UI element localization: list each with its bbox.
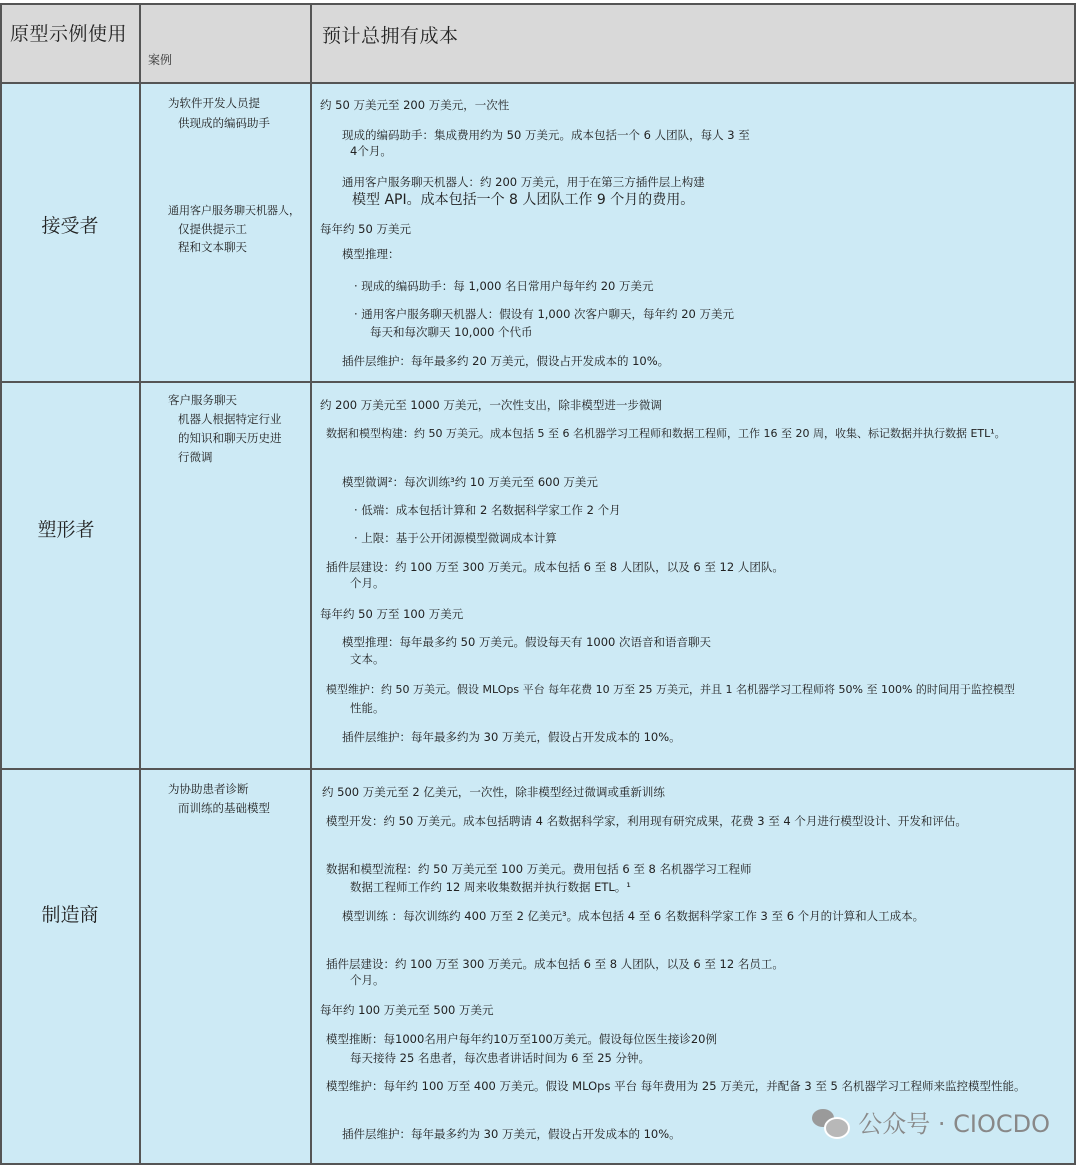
cost-line: 每年约 50 万至 100 万美元	[320, 607, 464, 621]
case-line: 机器人根据特定行业	[178, 412, 282, 426]
row-label-shaper: 塑形者	[37, 519, 95, 541]
cost-line: 每年约 50 万美元	[320, 222, 411, 236]
cost-line: 约 500 万美元至 2 亿美元，一次性，除非模型经过微调或重新训练	[322, 785, 665, 799]
row-divider-2	[2, 768, 1074, 770]
case-list-receiver-2	[168, 201, 300, 257]
cost-line: 约 200 万美元至 1000 万美元，一次性支出，除非模型进一步微调	[320, 398, 662, 412]
case-line: 而训练的基础模型	[178, 801, 270, 815]
case-line: 程和文本聊天	[178, 240, 247, 254]
cost-line: 每天接待 25 名患者，每次患者讲话时间为 6 至 25 分钟。	[350, 1051, 651, 1065]
cost-line: 现成的编码助手：集成费用约为 50 万美元。成本包括一个 6 人团队，每人 3 至	[342, 128, 750, 142]
cost-line: · 通用客户服务聊天机器人：假设有 1,000 次客户聊天，每年约 20 万美元	[354, 307, 734, 321]
case-line: 为软件开发人员提	[168, 96, 260, 110]
cost-line: · 低端：成本包括计算和 2 名数据科学家工作 2 个月	[354, 503, 621, 517]
case-list-receiver	[168, 93, 270, 133]
cost-line: 每天和每次聊天 10,000 个代币	[370, 325, 533, 339]
cost-line: 模型微调²：每次训练³约 10 万美元至 600 万美元	[342, 475, 598, 489]
row-label-maker: 制造商	[41, 904, 99, 926]
col-divider-2	[310, 5, 312, 1163]
case-list-maker	[168, 780, 270, 818]
cost-table	[0, 3, 1076, 1165]
header-row	[2, 5, 1074, 82]
cost-line: 性能。	[350, 701, 385, 715]
case-line: 为协助患者诊断	[168, 782, 249, 796]
cost-line: 插件层维护：每年最多约为 30 万美元，假设占开发成本的 10%。	[342, 730, 681, 744]
cost-line: 模型推理：	[342, 247, 400, 261]
cost-line: 插件层建设：约 100 万至 300 万美元。成本包括 6 至 8 人团队，以及 6 至 12 名员工。	[326, 957, 784, 971]
cost-line: · 现成的编码助手：每 1,000 名日常用户每年约 20 万美元	[354, 279, 654, 293]
case-line: 仅提供提示工	[178, 222, 247, 236]
cost-line: 模型训练 ：每次训练约 400 万至 2 亿美元³。成本包括 4 至 6 名数据科学家工作 3 至 6 个月的计算和人工成本。	[342, 909, 925, 923]
cost-line: 个月。	[350, 576, 385, 590]
cost-line: 每年约 100 万美元至 500 万美元	[320, 1003, 494, 1017]
header-use-case-title: 原型示例使用	[10, 23, 128, 45]
cost-line: 数据和模型构建：约 50 万美元。成本包括 5 至 6 名机器学习工程师和数据工程师，工作 16 至 20 周，收集、标记数据并执行数据 ETL¹。	[326, 427, 1006, 440]
cost-line: 文本。	[350, 652, 385, 666]
header-case-subtitle: 案例	[148, 53, 173, 67]
case-line: 通用客户服务聊天机器人，	[168, 204, 300, 217]
cost-line: 数据和模型流程：约 50 万美元至 100 万美元。费用包括 6 至 8 名机器学习工程师	[326, 862, 752, 876]
cost-line: 模型维护：每年约 100 万至 400 万美元。假设 MLOps 平台 每年费用为 25 万美元，并配备 3 至 5 名机器学习工程师来监控模型性能。	[326, 1079, 1026, 1093]
cost-line: 模型开发：约 50 万美元。成本包括聘请 4 名数据科学家，利用现有研究成果，花费 3 至 4 个月进行模型设计、开发和评估。	[326, 814, 967, 828]
cost-line: 约 50 万美元至 200 万美元，一次性	[320, 98, 510, 112]
cost-line: 模型 API。成本包括一个 8 人团队工作 9 个月的费用。	[352, 192, 695, 208]
header-tco-title: 预计总拥有成本	[322, 25, 459, 47]
cost-line: 通用客户服务聊天机器人：约 200 万美元，用于在第三方插件层上构建	[342, 175, 705, 189]
cost-line: 插件层维护：每年最多约 20 万美元，假设占开发成本的 10%。	[342, 354, 670, 368]
cost-line: · 上限：基于公开闭源模型微调成本计算	[354, 531, 557, 545]
cost-line: 模型推断：每1000名用户每年约10万至100万美元。假设每位医生接诊20例	[326, 1032, 717, 1046]
cost-line: 4个月。	[350, 144, 392, 158]
cost-line: 个月。	[350, 973, 385, 987]
cost-line: 插件层建设：约 100 万至 300 万美元。成本包括 6 至 8 人团队，以及 6 至 12 人团队。	[326, 560, 784, 574]
row-label-receiver: 接受者	[41, 215, 99, 237]
cost-line: 数据工程师工作约 12 周来收集数据并执行数据 ETL。¹	[350, 880, 631, 894]
row-divider-1	[2, 381, 1074, 383]
case-list-shaper	[168, 391, 282, 467]
row-divider-header	[2, 82, 1074, 84]
cost-line: 模型推理：每年最多约 50 万美元。假设每天有 1000 次语音和语音聊天	[342, 635, 712, 649]
case-line: 的知识和聊天历史进	[178, 431, 282, 445]
col-divider-1	[139, 5, 141, 1163]
wechat-icon	[812, 1107, 848, 1137]
watermark-text: 公众号 · CIOCDO	[858, 1110, 1050, 1138]
case-line: 行微调	[178, 450, 213, 464]
watermark	[812, 1104, 1050, 1139]
cost-line: 模型维护：约 50 万美元。假设 MLOps 平台 每年花费 10 万至 25 万美元，并且 1 名机器学习工程师将 50% 至 100% 的时间用于监控模型	[326, 683, 1015, 696]
case-line: 供现成的编码助手	[178, 116, 270, 130]
cost-line: 插件层维护：每年最多约为 30 万美元，假设占开发成本的 10%。	[342, 1127, 681, 1141]
case-line: 客户服务聊天	[168, 393, 237, 407]
